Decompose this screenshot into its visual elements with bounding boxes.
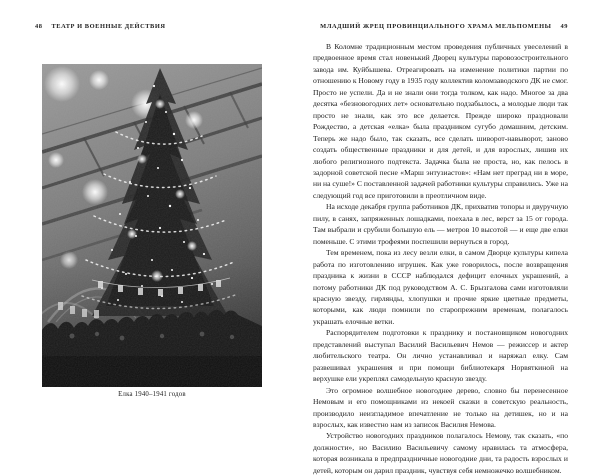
right-running-head	[320, 23, 568, 30]
paragraph: Это огромное волшебное новогоднее дерево, словно бы перенесенное Немовым и его помощниками из некоей сказки в советскую реальность, производило неизгладимое впечатление не только на детишек, но и на взрослых, как известно нам из записок Василия Немова.	[313, 385, 568, 429]
body-text	[313, 41, 568, 476]
left-running-head	[35, 23, 166, 30]
photo-caption: Елка 1940–1941 годов	[118, 391, 186, 398]
paragraph: На исходе декабря группа работников ДК, прихватив топоры и двуручную пилу, в санях, запряженных лошадками, поехала в лес, верст за 15 от города. Там выбрали и срубили большую ель — метров 10 высотой — и еще две елки поменьше. С этими трофеями поспешили вернуться в город.	[313, 202, 568, 246]
left-head-title: ТЕАТР И ВОЕННЫЕ ДЕЙСТВИЯ	[51, 23, 166, 30]
left-page	[0, 0, 300, 450]
right-page	[300, 0, 600, 475]
film-grain	[42, 64, 262, 387]
right-page-number: 49	[560, 23, 568, 30]
right-head-title: МЛАДШИЙ ЖРЕЦ ПРОВИНЦИАЛЬНОГО ХРАМА МЕЛЬПОМЕНЫ	[320, 23, 552, 30]
christmas-tree-photo	[42, 64, 262, 387]
left-page-number: 48	[35, 23, 43, 30]
paragraph: Распорядителем подготовки к празднику и постановщиком новогодних представлений выступал Василий Васильевич Немов — режиссер и актер любительского театра. Он лично устанавливал и наряжал елку. Сам развешивал украшения и при помощи библиотекаря Норвяткиной на верхушке ели укреплял самодельную красную звезду.	[313, 328, 568, 384]
paragraph: В Коломне традиционным местом проведения публичных увеселений в предвоенное время стал новенький Дворец культуры паровозостроительного завода им. Куйбышева. Отреагировать на изменение политики партии по отношению к Новому году в 1935 году коллектив коломзаводского ДК не смог. Просто не успели. Да и не знали они тогда толком, как надо. Многое за два десятка «безновогодних лет» основательно подзабылось, а молодые люди так просто не знали, как это все делается. Прежде широко праздновали Рождество, а детская «елка» была праздником сугубо домашним, детским. Теперь же надо было, так сказать, все сделать шиворот-навыворот, заново создать общественные праздники и для детей, и для взрослых, лишив их любого религиозного подтекста. Задачка была не проста, но, как пелось в задорной советской песне «Марш энтузиастов»: «Нам нет преград ни в море, ни на суше!» С поставленной задачей работники культуры справились. Уже на следующий год все приготовили в преотличном виде.	[313, 42, 568, 200]
paragraph: Устройство новогодних праздников полагалось Немову, так сказать, «по должности», но Василию Васильевичу самому нравилась та атмосфера, которая возникала в предпраздничные новогодние дни, та радость взрослых и детей, которым он дарил праздник, чувствуя себя немножечко волшебником.	[313, 431, 568, 475]
photo-figure	[42, 64, 262, 398]
paragraph: Тем временем, пока из лесу везли елки, в самом Дворце культуры кипела работа по изготовлению игрушек. Как уже говорилось, после возвращения праздника к жизни в СССР наблюдался дефицит елочных украшений, а потому работники ДК под руководством А. С. Брызгалова сами изготовляли красную звезду, гирлянды, хлопушки и прочие яркие цветные предметы, которыми, как люди помнили по старопрежним временам, полагалось украшать елочные ветки.	[313, 248, 568, 326]
